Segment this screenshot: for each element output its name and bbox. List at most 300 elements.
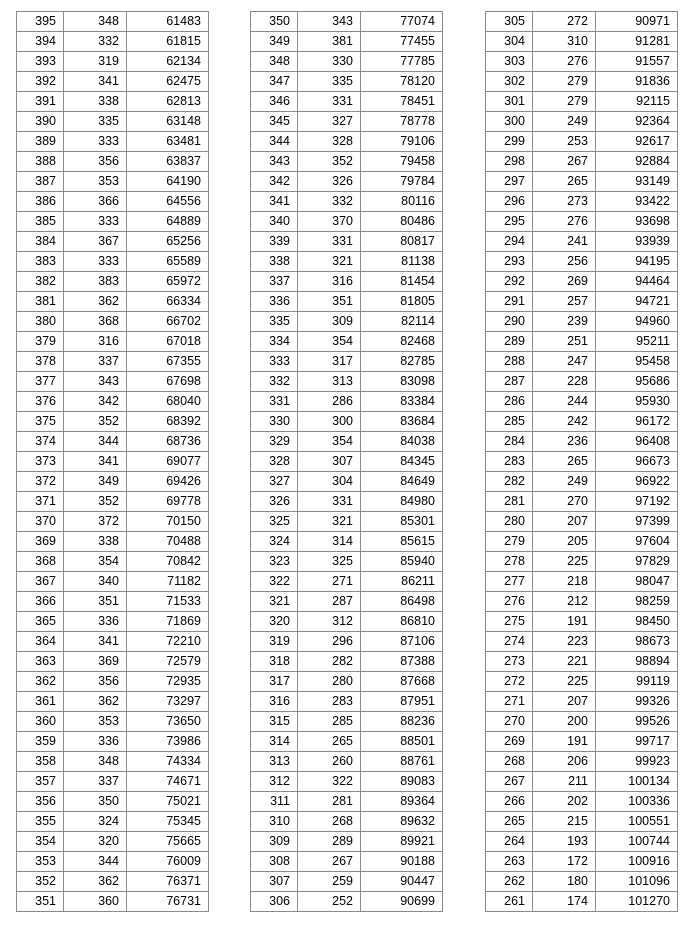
cumulative-cell: 69077	[127, 452, 209, 472]
cumulative-cell: 96172	[596, 412, 678, 432]
count-cell: 332	[298, 192, 361, 212]
table-row	[17, 752, 209, 772]
table-row	[17, 272, 209, 292]
score-cell: 286	[486, 392, 533, 412]
count-cell: 322	[298, 772, 361, 792]
count-cell: 353	[64, 172, 127, 192]
score-cell: 266	[486, 792, 533, 812]
cumulative-cell: 92884	[596, 152, 678, 172]
table-row	[17, 92, 209, 112]
score-cell: 262	[486, 872, 533, 892]
cumulative-cell: 79106	[361, 132, 443, 152]
score-cell: 390	[17, 112, 64, 132]
cumulative-cell: 66334	[127, 292, 209, 312]
table-row	[17, 892, 209, 912]
cumulative-cell: 80116	[361, 192, 443, 212]
table-row	[17, 472, 209, 492]
score-cell: 264	[486, 832, 533, 852]
cumulative-cell: 61483	[127, 12, 209, 32]
cumulative-cell: 70488	[127, 532, 209, 552]
score-cell: 300	[486, 112, 533, 132]
table-row	[486, 892, 678, 912]
table-row	[251, 832, 443, 852]
table-row	[251, 552, 443, 572]
count-cell: 332	[64, 32, 127, 52]
cumulative-cell: 101096	[596, 872, 678, 892]
table-row	[486, 132, 678, 152]
count-cell: 268	[298, 812, 361, 832]
score-cell: 385	[17, 212, 64, 232]
score-cell: 388	[17, 152, 64, 172]
cumulative-cell: 75345	[127, 812, 209, 832]
count-cell: 331	[298, 232, 361, 252]
score-cell: 274	[486, 632, 533, 652]
table-row	[17, 72, 209, 92]
table-row	[486, 332, 678, 352]
count-cell: 350	[64, 792, 127, 812]
count-cell: 353	[64, 712, 127, 732]
count-cell: 253	[533, 132, 596, 152]
cumulative-cell: 93149	[596, 172, 678, 192]
score-cell: 309	[251, 832, 298, 852]
table-row	[251, 792, 443, 812]
cumulative-cell: 62134	[127, 52, 209, 72]
score-table-body	[486, 12, 678, 912]
cumulative-cell: 63481	[127, 132, 209, 152]
count-cell: 335	[298, 72, 361, 92]
count-cell: 383	[64, 272, 127, 292]
cumulative-cell: 84649	[361, 472, 443, 492]
count-cell: 280	[298, 672, 361, 692]
cumulative-cell: 75665	[127, 832, 209, 852]
table-row	[486, 112, 678, 132]
count-cell: 307	[298, 452, 361, 472]
cumulative-cell: 90447	[361, 872, 443, 892]
table-row	[251, 372, 443, 392]
score-cell: 281	[486, 492, 533, 512]
cumulative-cell: 85940	[361, 552, 443, 572]
score-table-body	[17, 12, 209, 912]
count-cell: 366	[64, 192, 127, 212]
table-row	[17, 632, 209, 652]
score-cell: 338	[251, 252, 298, 272]
count-cell: 309	[298, 312, 361, 332]
score-cell: 339	[251, 232, 298, 252]
cumulative-cell: 95211	[596, 332, 678, 352]
cumulative-cell: 86810	[361, 612, 443, 632]
table-row	[17, 192, 209, 212]
count-cell: 328	[298, 132, 361, 152]
count-cell: 249	[533, 472, 596, 492]
table-row	[251, 32, 443, 52]
cumulative-cell: 89364	[361, 792, 443, 812]
count-cell: 356	[64, 152, 127, 172]
score-cell: 330	[251, 412, 298, 432]
score-cell: 282	[486, 472, 533, 492]
count-cell: 191	[533, 612, 596, 632]
cumulative-cell: 99326	[596, 692, 678, 712]
table-row	[486, 272, 678, 292]
table-row	[251, 112, 443, 132]
table-row	[251, 192, 443, 212]
table-row	[486, 312, 678, 332]
table-row	[17, 232, 209, 252]
score-table-2	[250, 11, 443, 912]
count-cell: 348	[64, 12, 127, 32]
score-table-body	[251, 12, 443, 912]
score-cell: 381	[17, 292, 64, 312]
table-row	[486, 412, 678, 432]
score-cell: 296	[486, 192, 533, 212]
cumulative-cell: 78778	[361, 112, 443, 132]
table-row	[17, 172, 209, 192]
score-cell: 313	[251, 752, 298, 772]
count-cell: 283	[298, 692, 361, 712]
count-cell: 313	[298, 372, 361, 392]
count-cell: 249	[533, 112, 596, 132]
count-cell: 200	[533, 712, 596, 732]
score-cell: 263	[486, 852, 533, 872]
count-cell: 247	[533, 352, 596, 372]
cumulative-cell: 89083	[361, 772, 443, 792]
score-cell: 277	[486, 572, 533, 592]
table-row	[17, 372, 209, 392]
cumulative-cell: 67018	[127, 332, 209, 352]
table-row	[486, 512, 678, 532]
score-cell: 297	[486, 172, 533, 192]
score-cell: 261	[486, 892, 533, 912]
score-cell: 361	[17, 692, 64, 712]
score-cell: 317	[251, 672, 298, 692]
score-cell: 271	[486, 692, 533, 712]
cumulative-cell: 76009	[127, 852, 209, 872]
score-cell: 283	[486, 452, 533, 472]
table-row	[486, 792, 678, 812]
table-row	[486, 752, 678, 772]
count-cell: 344	[64, 852, 127, 872]
table-row	[251, 432, 443, 452]
cumulative-cell: 80486	[361, 212, 443, 232]
cumulative-cell: 74334	[127, 752, 209, 772]
cumulative-cell: 64190	[127, 172, 209, 192]
cumulative-cell: 64556	[127, 192, 209, 212]
count-cell: 342	[64, 392, 127, 412]
cumulative-cell: 99717	[596, 732, 678, 752]
table-row	[486, 572, 678, 592]
score-cell: 329	[251, 432, 298, 452]
cumulative-cell: 92617	[596, 132, 678, 152]
count-cell: 267	[298, 852, 361, 872]
score-cell: 391	[17, 92, 64, 112]
count-cell: 352	[298, 152, 361, 172]
cumulative-cell: 83098	[361, 372, 443, 392]
score-cell: 320	[251, 612, 298, 632]
count-cell: 337	[64, 772, 127, 792]
table-row	[17, 512, 209, 532]
score-cell: 372	[17, 472, 64, 492]
count-cell: 296	[298, 632, 361, 652]
count-cell: 335	[64, 112, 127, 132]
score-cell: 314	[251, 732, 298, 752]
table-row	[486, 252, 678, 272]
cumulative-cell: 95686	[596, 372, 678, 392]
table-row	[17, 32, 209, 52]
count-cell: 241	[533, 232, 596, 252]
cumulative-cell: 83684	[361, 412, 443, 432]
count-cell: 333	[64, 212, 127, 232]
cumulative-cell: 73650	[127, 712, 209, 732]
score-cell: 371	[17, 492, 64, 512]
table-row	[251, 152, 443, 172]
cumulative-cell: 91281	[596, 32, 678, 52]
score-cell: 293	[486, 252, 533, 272]
score-cell: 374	[17, 432, 64, 452]
cumulative-cell: 62813	[127, 92, 209, 112]
score-cell: 336	[251, 292, 298, 312]
cumulative-cell: 79784	[361, 172, 443, 192]
count-cell: 265	[533, 172, 596, 192]
table-row	[486, 832, 678, 852]
count-cell: 228	[533, 372, 596, 392]
cumulative-cell: 90971	[596, 12, 678, 32]
cumulative-cell: 70842	[127, 552, 209, 572]
score-cell: 364	[17, 632, 64, 652]
table-row	[486, 532, 678, 552]
cumulative-cell: 82785	[361, 352, 443, 372]
score-cell: 323	[251, 552, 298, 572]
table-row	[251, 812, 443, 832]
count-cell: 215	[533, 812, 596, 832]
cumulative-cell: 99119	[596, 672, 678, 692]
score-cell: 347	[251, 72, 298, 92]
count-cell: 212	[533, 592, 596, 612]
count-cell: 191	[533, 732, 596, 752]
score-cell: 376	[17, 392, 64, 412]
count-cell: 336	[64, 612, 127, 632]
table-row	[486, 692, 678, 712]
count-cell: 289	[298, 832, 361, 852]
score-cell: 284	[486, 432, 533, 452]
count-cell: 352	[64, 492, 127, 512]
table-row	[486, 32, 678, 52]
score-cell: 275	[486, 612, 533, 632]
cumulative-cell: 65972	[127, 272, 209, 292]
score-cell: 357	[17, 772, 64, 792]
score-cell: 299	[486, 132, 533, 152]
table-row	[486, 472, 678, 492]
cumulative-cell: 73297	[127, 692, 209, 712]
cumulative-cell: 94195	[596, 252, 678, 272]
table-row	[486, 592, 678, 612]
cumulative-cell: 65589	[127, 252, 209, 272]
count-cell: 279	[533, 72, 596, 92]
cumulative-cell: 68736	[127, 432, 209, 452]
score-cell: 368	[17, 552, 64, 572]
count-cell: 316	[298, 272, 361, 292]
cumulative-cell: 99923	[596, 752, 678, 772]
score-cell: 389	[17, 132, 64, 152]
table-row	[486, 812, 678, 832]
table-row	[17, 812, 209, 832]
score-cell: 335	[251, 312, 298, 332]
count-cell: 276	[533, 212, 596, 232]
count-cell: 356	[64, 672, 127, 692]
count-cell: 271	[298, 572, 361, 592]
score-cell: 359	[17, 732, 64, 752]
cumulative-cell: 78120	[361, 72, 443, 92]
table-row	[17, 352, 209, 372]
score-cell: 340	[251, 212, 298, 232]
count-cell: 310	[533, 32, 596, 52]
count-cell: 341	[64, 632, 127, 652]
count-cell: 265	[533, 452, 596, 472]
table-row	[251, 232, 443, 252]
score-cell: 311	[251, 792, 298, 812]
score-cell: 289	[486, 332, 533, 352]
count-cell: 202	[533, 792, 596, 812]
cumulative-cell: 71869	[127, 612, 209, 632]
count-cell: 244	[533, 392, 596, 412]
score-cell: 395	[17, 12, 64, 32]
score-cell: 362	[17, 672, 64, 692]
count-cell: 337	[64, 352, 127, 372]
score-cell: 316	[251, 692, 298, 712]
cumulative-cell: 84980	[361, 492, 443, 512]
cumulative-cell: 64889	[127, 212, 209, 232]
cumulative-cell: 94464	[596, 272, 678, 292]
cumulative-cell: 77785	[361, 52, 443, 72]
count-cell: 352	[64, 412, 127, 432]
cumulative-cell: 82114	[361, 312, 443, 332]
score-cell: 332	[251, 372, 298, 392]
table-row	[17, 612, 209, 632]
cumulative-cell: 79458	[361, 152, 443, 172]
cumulative-cell: 93698	[596, 212, 678, 232]
cumulative-cell: 62475	[127, 72, 209, 92]
cumulative-cell: 76371	[127, 872, 209, 892]
count-cell: 316	[64, 332, 127, 352]
table-row	[251, 692, 443, 712]
count-cell: 367	[64, 232, 127, 252]
count-cell: 272	[533, 12, 596, 32]
table-row	[486, 292, 678, 312]
cumulative-cell: 82468	[361, 332, 443, 352]
count-cell: 354	[64, 552, 127, 572]
score-cell: 352	[17, 872, 64, 892]
score-cell: 272	[486, 672, 533, 692]
cumulative-cell: 93422	[596, 192, 678, 212]
table-row	[251, 172, 443, 192]
cumulative-cell: 86498	[361, 592, 443, 612]
cumulative-cell: 67698	[127, 372, 209, 392]
score-cell: 377	[17, 372, 64, 392]
table-row	[17, 312, 209, 332]
count-cell: 370	[298, 212, 361, 232]
count-cell: 285	[298, 712, 361, 732]
count-cell: 221	[533, 652, 596, 672]
count-cell: 276	[533, 52, 596, 72]
score-cell: 265	[486, 812, 533, 832]
table-row	[251, 312, 443, 332]
score-cell: 343	[251, 152, 298, 172]
score-cell: 370	[17, 512, 64, 532]
score-cell: 288	[486, 352, 533, 372]
score-cell: 369	[17, 532, 64, 552]
score-cell: 302	[486, 72, 533, 92]
count-cell: 269	[533, 272, 596, 292]
score-cell: 392	[17, 72, 64, 92]
table-row	[251, 732, 443, 752]
count-cell: 211	[533, 772, 596, 792]
count-cell: 360	[64, 892, 127, 912]
count-cell: 286	[298, 392, 361, 412]
count-cell: 273	[533, 192, 596, 212]
score-cell: 267	[486, 772, 533, 792]
table-row	[251, 72, 443, 92]
cumulative-cell: 73986	[127, 732, 209, 752]
cumulative-cell: 81454	[361, 272, 443, 292]
cumulative-cell: 63837	[127, 152, 209, 172]
score-cell: 366	[17, 592, 64, 612]
cumulative-cell: 101270	[596, 892, 678, 912]
count-cell: 362	[64, 292, 127, 312]
score-cell: 280	[486, 512, 533, 532]
count-cell: 327	[298, 112, 361, 132]
table-row	[486, 12, 678, 32]
score-cell: 325	[251, 512, 298, 532]
count-cell: 372	[64, 512, 127, 532]
table-row	[17, 52, 209, 72]
cumulative-cell: 68040	[127, 392, 209, 412]
table-row	[486, 212, 678, 232]
cumulative-cell: 98450	[596, 612, 678, 632]
score-cell: 375	[17, 412, 64, 432]
cumulative-cell: 72935	[127, 672, 209, 692]
table-row	[251, 712, 443, 732]
table-row	[17, 492, 209, 512]
table-row	[17, 692, 209, 712]
table-row	[17, 832, 209, 852]
score-cell: 270	[486, 712, 533, 732]
cumulative-cell: 69778	[127, 492, 209, 512]
score-cell: 387	[17, 172, 64, 192]
cumulative-cell: 88761	[361, 752, 443, 772]
cumulative-cell: 69426	[127, 472, 209, 492]
count-cell: 354	[298, 332, 361, 352]
table-row	[17, 572, 209, 592]
cumulative-cell: 71533	[127, 592, 209, 612]
score-cell: 394	[17, 32, 64, 52]
score-cell: 331	[251, 392, 298, 412]
cumulative-cell: 100744	[596, 832, 678, 852]
table-row	[486, 432, 678, 452]
table-row	[486, 772, 678, 792]
count-cell: 341	[64, 452, 127, 472]
cumulative-cell: 95930	[596, 392, 678, 412]
score-cell: 356	[17, 792, 64, 812]
score-cell: 360	[17, 712, 64, 732]
cumulative-cell: 99526	[596, 712, 678, 732]
score-cell: 269	[486, 732, 533, 752]
cumulative-cell: 87388	[361, 652, 443, 672]
score-cell: 291	[486, 292, 533, 312]
count-cell: 312	[298, 612, 361, 632]
count-cell: 282	[298, 652, 361, 672]
table-row	[486, 872, 678, 892]
score-cell: 367	[17, 572, 64, 592]
score-cell: 322	[251, 572, 298, 592]
score-cell: 382	[17, 272, 64, 292]
